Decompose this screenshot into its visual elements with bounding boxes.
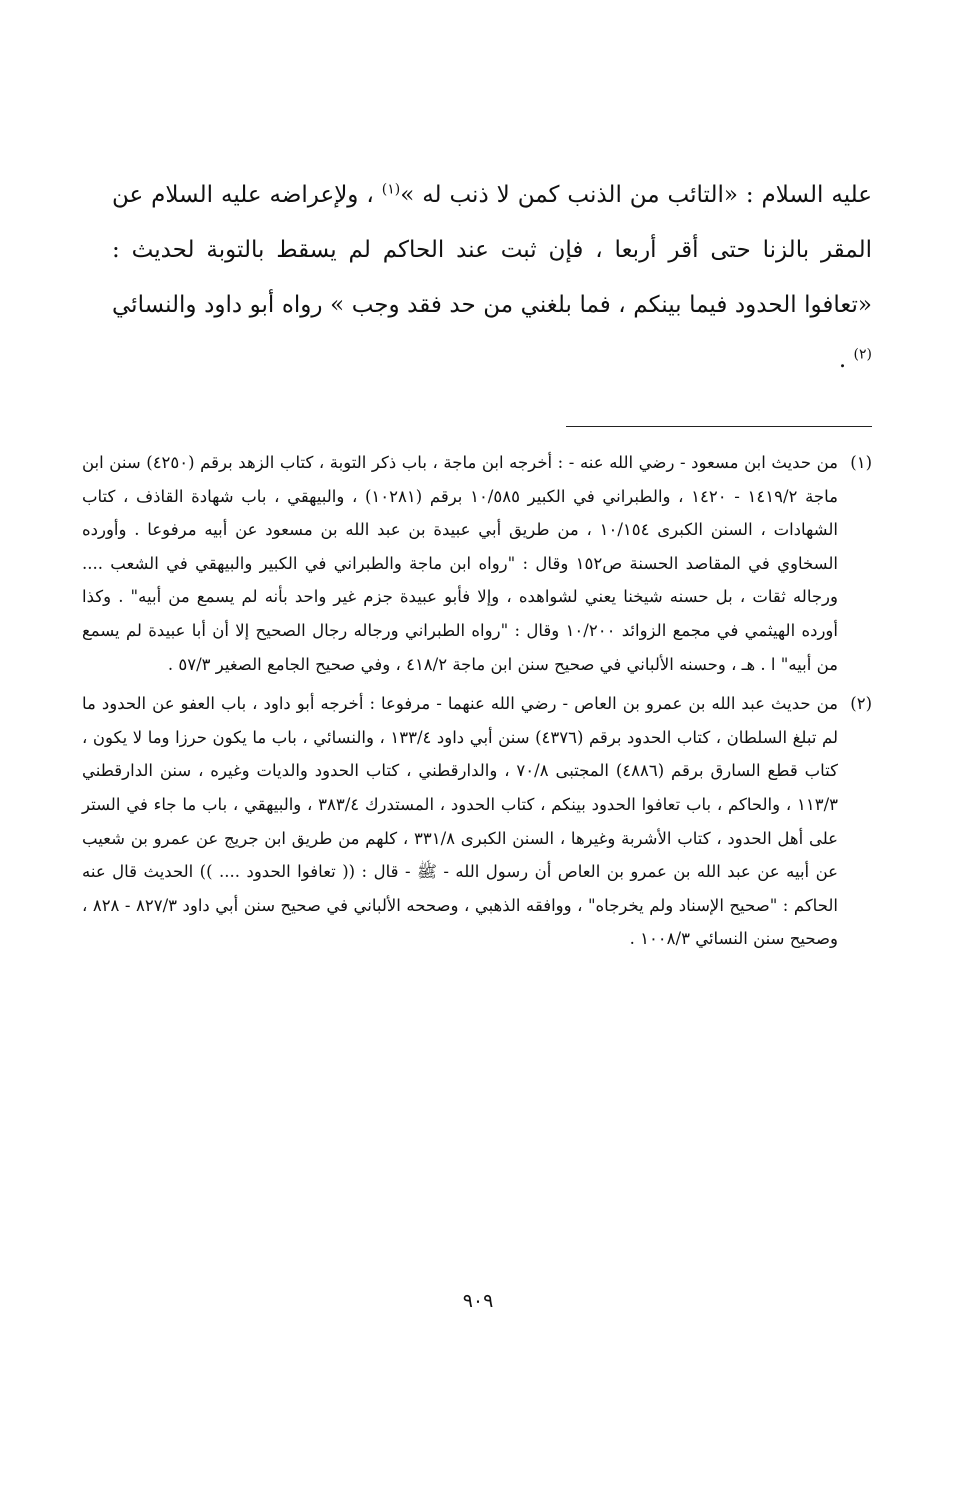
- main-text-end: .: [838, 347, 854, 373]
- main-text: [112, 168, 872, 388]
- footnote-ref-2[interactable]: (٢): [853, 346, 872, 363]
- footnote-separator: [566, 426, 872, 427]
- main-paragraph: [112, 168, 872, 388]
- footnote-number: (١): [850, 453, 872, 472]
- footnotes: [82, 446, 872, 962]
- footnote-2: [82, 687, 872, 956]
- footnote-ref-1[interactable]: (١): [381, 181, 401, 198]
- footnote-text: من حديث ابن مسعود - رضي الله عنه - : أخرجه ابن ماجة ، باب ذكر التوبة ، كتاب الزهد برقم (٤٢٥٠) سنن ابن ماجة ١٤١٩/٢ - ١٤٢٠ ، والطبراني في الكبير ١٠/٥٨٥ برقم (١٠٢٨١) ، والبيهقي ، باب شهادة القاذف ، كتاب الشهادات ، السنن الكبرى ١٠/١٥٤ ، من طريق أبي عبيدة بن عبد الله بن مسعود عن أبيه مرفوعا . وأورده السخاوي في المقاصد الحسنة ص١٥٢ وقال : "رواه ابن ماجة والطبراني في الكبير والبيهقي في الشعب .... ورجاله ثقات ، بل حسنه شيخنا يعني لشواهده ، وإلا فأبو عبيدة جزم غير واحد بأنه لم يسمع من أبيه" . وكذا أورده الهيثمي في مجمع الزوائد ١٠/٢٠٠ وقال : "رواه الطبراني ورجاله رجال الصحيح إلا أن أبا عبيدة لم يسمع من أبيه" ا . هـ ، وحسنه الألباني في صحيح سنن ابن ماجة ٤١٨/٢ ، وفي صحيح الجامع الصغير ٥٧/٣ .: [82, 453, 839, 674]
- footnote-1: [82, 446, 872, 681]
- main-text-part1: عليه السلام : «التائب من الذنب كمن لا ذنب له »: [400, 182, 872, 208]
- footnote-number: (٢): [850, 694, 872, 714]
- footnote-text: من حديث عبد الله بن عمرو بن العاص - رضي الله عنهما - مرفوعا : أخرجه أبو داود ، باب العفو عن الحدود ما لم تبلغ السلطان ، كتاب الحدود برقم (٤٣٧٦) سنن أبي داود ١٣٣/٤ ، والنسائي ، باب ما يكون حرزا وما لا يكون ، كتاب قطع السارق برقم (٤٨٨٦) المجتبى ٧٠/٨ ، والدارقطني ، كتاب الحدود والديات وغيره ، سنن الدارقطني ١١٣/٣ ، والحاكم ، باب تعافوا الحدود بينكم ، كتاب الحدود ، المستدرك ٣٨٣/٤ ، والبيهقي ، باب ما جاء في الستر على أهل الحدود ، كتاب الأشربة وغيرها ، السنن الكبرى ٣٣١/٨ ، كلهم من طريق ابن جريج عن عمرو بن شعيب عن أبيه عن عبد الله بن عمرو بن العاص أن رسول الله - ﷺ - قال : (( تعافوا الحدود .... )) الحديث قال عنه الحاكم : "صحيح الإسناد ولم يخرجاه" ، ووافقه الذهبي ، وصححه الألباني في صحيح سنن أبي داود ٨٢٧/٣ - ٨٢٨ ، وصحيح سنن النسائي ١٠٠٨/٣ .: [82, 694, 839, 949]
- main-text-part2: ، ولإعراضه عليه السلام عن المقر بالزنا حتى أقر أربعا ، فإن ثبت عند الحاكم لم يسقط بالتوبة لحديث : «تعافوا الحدود فيما بينكم ، فما بلغني من حد فقد وجب » رواه أبو داود والنسائي: [112, 182, 872, 318]
- page-number: ٩٠٩: [462, 1290, 494, 1312]
